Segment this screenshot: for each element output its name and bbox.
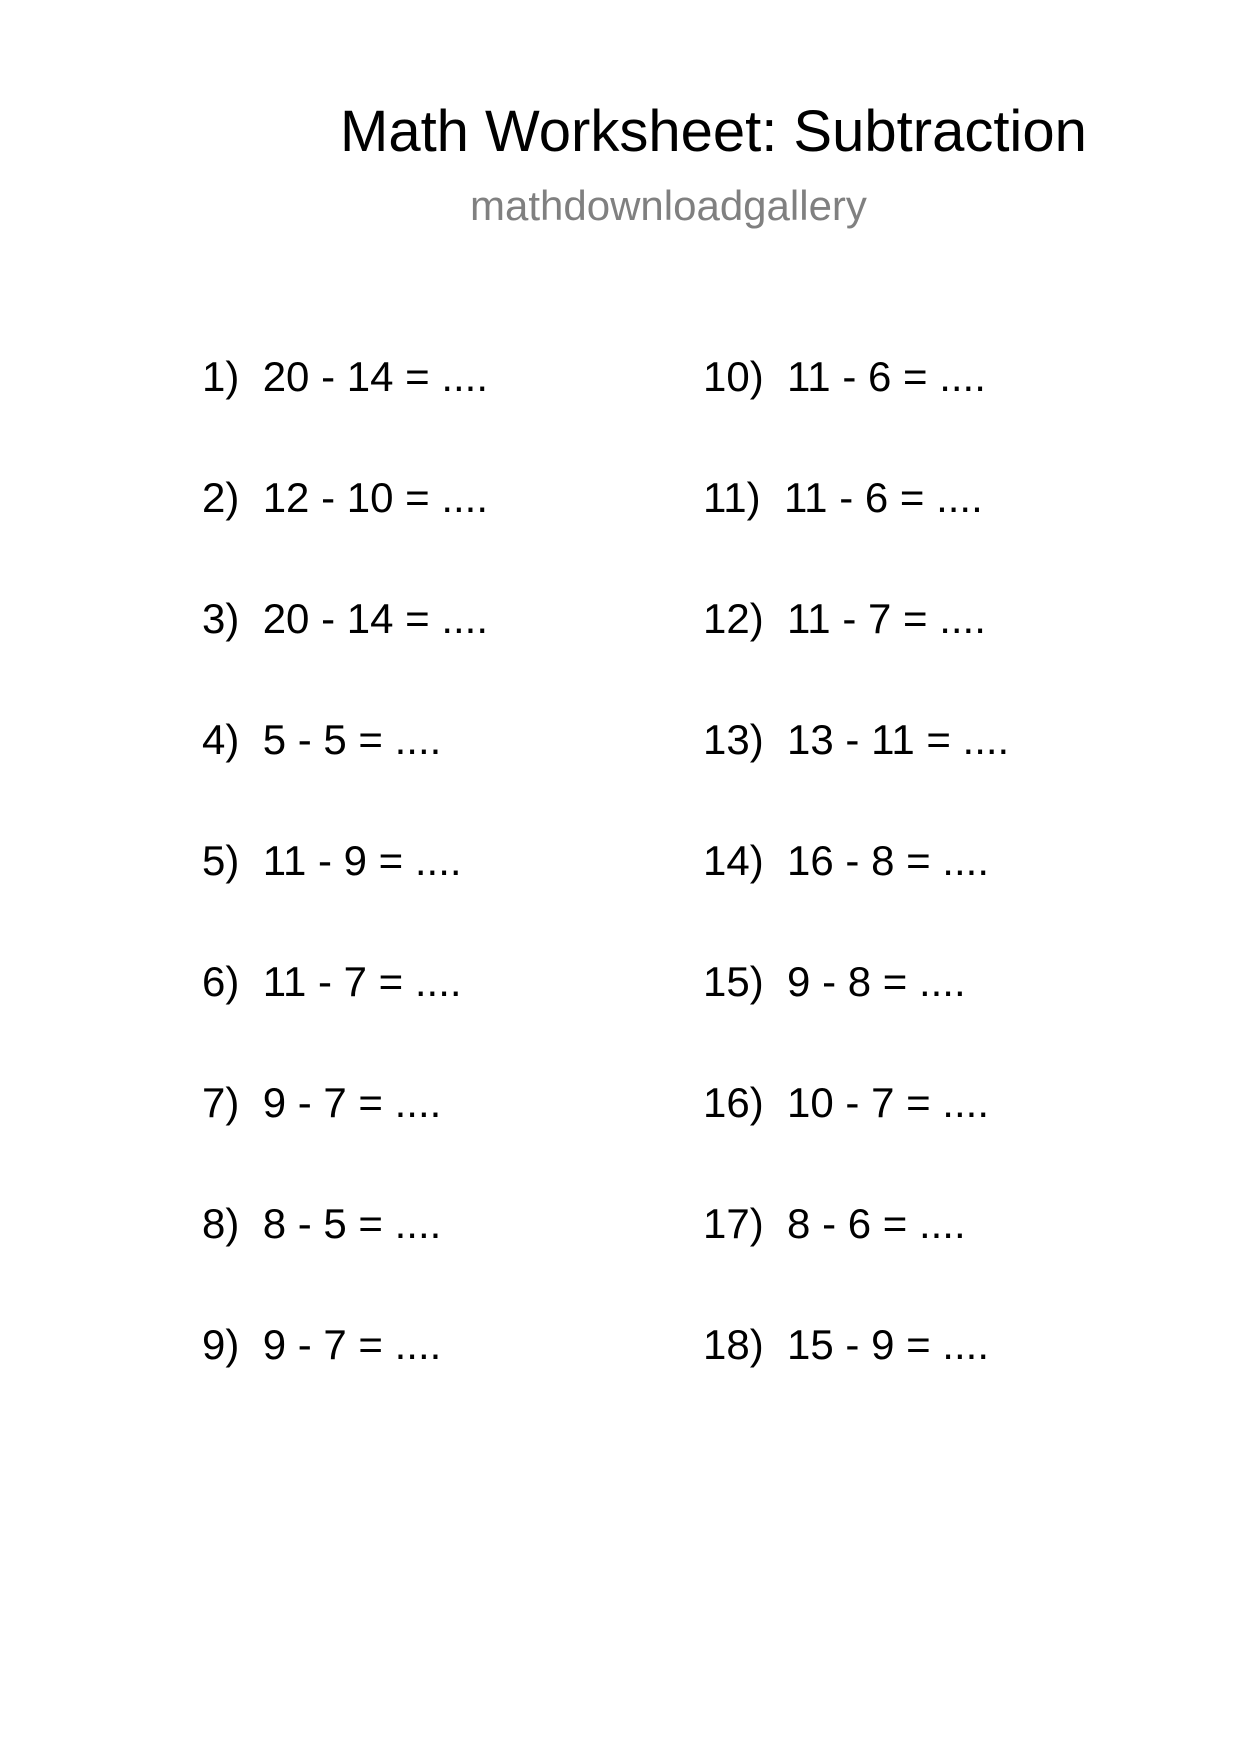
problem-item	[703, 593, 1009, 714]
problem-item	[202, 593, 488, 714]
problem-expression: 11 - 7 = ....	[787, 595, 986, 642]
problem-number: 7)	[202, 1079, 240, 1126]
problem-number: 11)	[703, 474, 761, 521]
problem-expression: 10 - 7 = ....	[787, 1079, 989, 1126]
problem-item	[703, 1077, 1009, 1198]
problem-expression: 13 - 11 = ....	[787, 716, 1010, 763]
problem-number: 5)	[202, 837, 240, 884]
problem-item	[703, 472, 1009, 593]
problem-item	[703, 1319, 1009, 1440]
problem-number: 12)	[703, 595, 764, 642]
problem-item	[202, 1198, 488, 1319]
problem-item	[202, 714, 488, 835]
problem-number: 6)	[202, 958, 240, 1005]
problem-number: 15)	[703, 958, 764, 1005]
problem-expression: 8 - 5 = ....	[262, 1200, 442, 1247]
problem-number: 8)	[202, 1200, 240, 1247]
problem-expression: 11 - 9 = ....	[262, 837, 462, 884]
problem-item	[703, 835, 1009, 956]
problem-item	[703, 956, 1009, 1077]
problem-item	[202, 835, 488, 956]
problem-item	[202, 956, 488, 1077]
problem-expression: 5 - 5 = ....	[262, 716, 442, 763]
problem-expression: 9 - 8 = ....	[787, 958, 966, 1005]
problem-item	[703, 714, 1009, 835]
problem-expression: 8 - 6 = ....	[787, 1200, 966, 1247]
worksheet-title: Math Worksheet: Subtraction	[340, 99, 1087, 164]
problem-expression: 11 - 6 = ....	[783, 474, 983, 521]
problem-item	[202, 1077, 488, 1198]
problem-item	[703, 1198, 1009, 1319]
problem-number: 18)	[703, 1321, 764, 1368]
problem-number: 4)	[202, 716, 240, 763]
problem-expression: 15 - 9 = ....	[787, 1321, 989, 1368]
problem-number: 13)	[703, 716, 764, 763]
problem-expression: 20 - 14 = ....	[262, 353, 489, 400]
problem-number: 17)	[703, 1200, 764, 1247]
problem-expression: 11 - 7 = ....	[262, 958, 462, 1005]
problem-number: 1)	[202, 353, 240, 400]
problem-expression: 20 - 14 = ....	[262, 595, 489, 642]
problems-left-column	[202, 351, 488, 1440]
problem-item	[703, 351, 1009, 472]
problem-expression: 12 - 10 = ....	[262, 474, 489, 521]
problem-item	[202, 351, 488, 472]
problem-number: 10)	[703, 353, 764, 400]
problems-right-column	[703, 351, 1009, 1440]
problem-item	[202, 1319, 488, 1440]
worksheet-subtitle: mathdownloadgallery	[470, 182, 867, 229]
problem-number: 9)	[202, 1321, 240, 1368]
problem-number: 14)	[703, 837, 764, 884]
problem-expression: 9 - 7 = ....	[262, 1079, 442, 1126]
problem-expression: 16 - 8 = ....	[787, 837, 989, 884]
problem-expression: 11 - 6 = ....	[787, 353, 986, 400]
problem-item	[202, 472, 488, 593]
problem-expression: 9 - 7 = ....	[262, 1321, 442, 1368]
problem-number: 3)	[202, 595, 240, 642]
problem-number: 2)	[202, 474, 240, 521]
problem-number: 16)	[703, 1079, 764, 1126]
